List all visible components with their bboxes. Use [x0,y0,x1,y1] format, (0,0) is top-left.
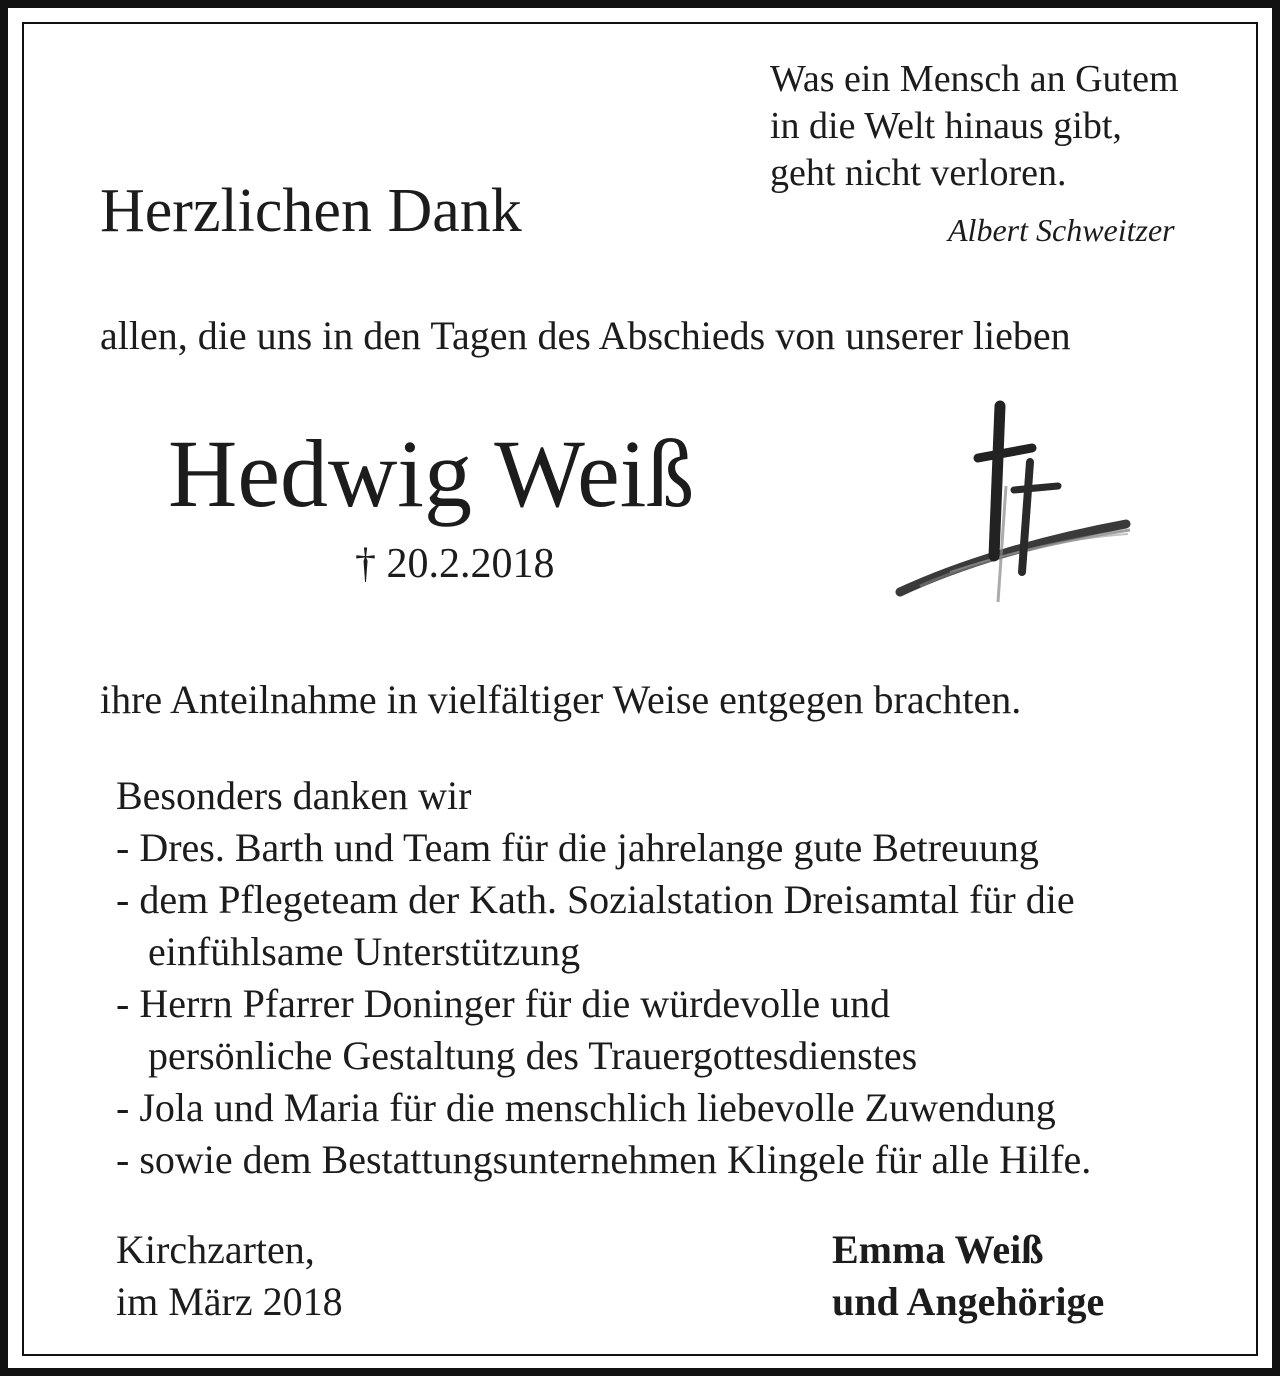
intro-text: allen, die uns in den Tagen des Abschieds von unserer lieben [100,313,1071,358]
signer-relatives: und Angehörige [832,1279,1105,1324]
special-thanks-intro: Besonders danken wir [116,773,472,818]
thanks-item: - dem Pflegeteam der Kath. Sozialstation Dreisamtal für die [116,877,1075,922]
deceased-name: Hedwig Weiß [168,420,695,527]
quote-line-2: in die Welt hinaus gibt, [770,105,1122,147]
signer-name: Emma Weiß [832,1227,1044,1272]
thanks-item: - sowie dem Bestattungsunternehmen Klingele für alle Hilfe. [116,1137,1092,1182]
place-date: im März 2018 [116,1279,343,1324]
place-town: Kirchzarten, [116,1227,315,1272]
quote-author: Albert Schweitzer [948,212,1175,248]
thanks-item-continuation: persönliche Gestaltung des Trauergottesdienstes [148,1033,918,1078]
thanks-item: - Dres. Barth und Team für die jahrelange gute Betreuung [116,825,1039,870]
death-date: † 20.2.2018 [355,541,555,587]
thanks-item-continuation: einfühlsame Unterstützung [148,929,581,974]
thanks-item: - Jola und Maria für die menschlich liebevolle Zuwendung [116,1085,1056,1130]
quote-line-3: geht nicht verloren. [770,152,1067,194]
closing-text: ihre Anteilnahme in vielfältiger Weise entgegen brachten. [100,677,1022,722]
quote-line-1: Was ein Mensch an Gutem [770,58,1179,100]
thanks-heading: Herzlichen Dank [100,177,522,245]
crosses-icon [890,396,1140,626]
thanks-item: - Herrn Pfarrer Doninger für die würdevolle und [116,981,891,1026]
